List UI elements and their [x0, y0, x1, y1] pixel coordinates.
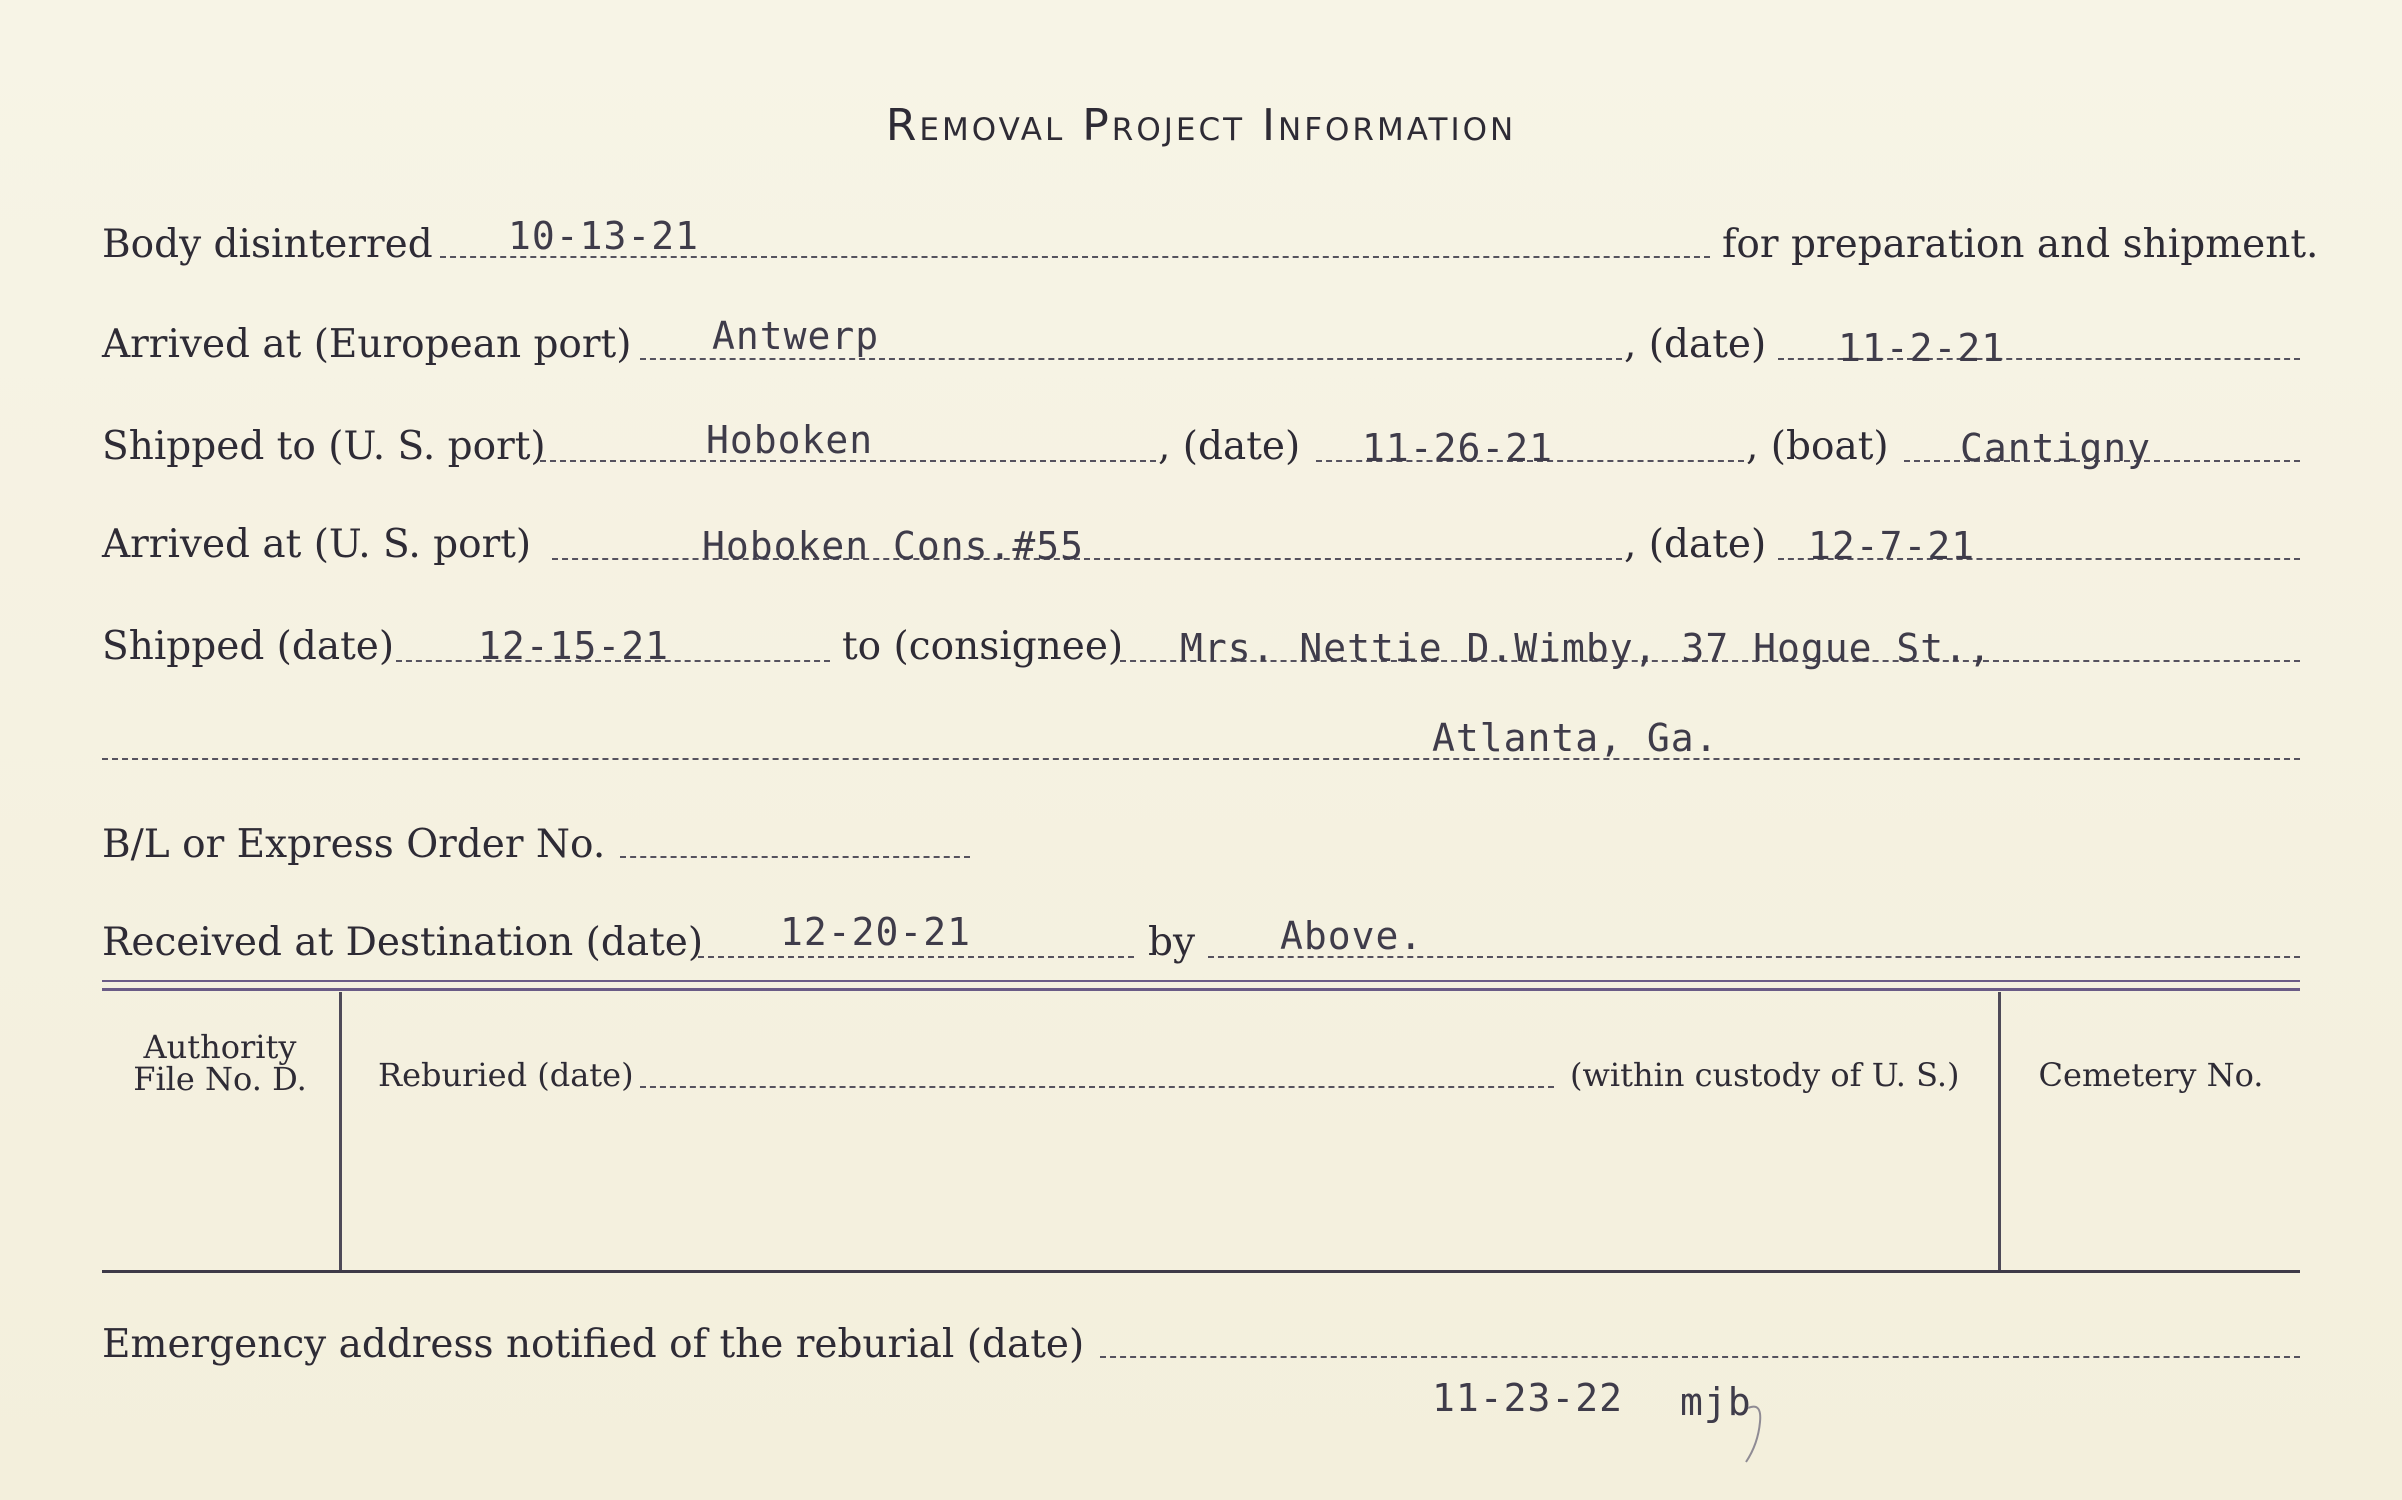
bl-label: B/L or Express Order No. — [102, 822, 606, 867]
shipped-us-date-label: , (date) — [1158, 424, 1301, 469]
received-date-line — [698, 956, 1134, 958]
authority-label-1: Authority — [143, 1028, 297, 1066]
shipped-us-boat: Cantigny — [1960, 426, 2152, 470]
bl-line — [620, 856, 970, 858]
consignee-line1: Mrs. Nettie D.Wimby, 37 Hogue St., — [1180, 626, 1992, 670]
emergency-label: Emergency address notified of the reburial (date) — [102, 1322, 1085, 1367]
emergency-line — [1100, 1356, 2300, 1358]
arrived-us-date: 12-7-21 — [1808, 524, 1976, 568]
card-title: Removal Project Information — [885, 100, 1517, 151]
authority-label-2: File No. D. — [133, 1060, 307, 1098]
shipped-us-boat-label: , (boat) — [1746, 424, 1889, 469]
body-disinterred-value: 10-13-21 — [508, 214, 700, 258]
received-date: 12-20-21 — [780, 910, 972, 954]
body-disinterred-label: Body disinterred — [102, 222, 433, 267]
table-top-rule-double — [102, 988, 2300, 991]
table-divider-right — [1998, 992, 2001, 1270]
consignee-line2: Atlanta, Ga. — [1432, 716, 1719, 760]
consignee-continuation-line — [102, 758, 2300, 760]
reburied-line — [640, 1086, 1554, 1088]
arrived-european-port-line — [640, 358, 1622, 360]
arrived-european-date-label: , (date) — [1624, 322, 1767, 367]
reburied-label: Reburied (date) — [378, 1056, 634, 1094]
table-bottom-rule — [102, 1270, 2300, 1273]
table-divider-left — [339, 992, 342, 1270]
table-top-rule — [102, 980, 2300, 982]
emergency-date: 11-23-22 — [1432, 1376, 1624, 1420]
arrived-us-port: Hoboken Cons.#55 — [702, 524, 1085, 568]
custody-label: (within custody of U. S.) — [1570, 1056, 1960, 1094]
shipped-date-label: Shipped (date) — [102, 624, 395, 669]
emergency-initials: mjb — [1680, 1380, 1752, 1424]
consignee-label: to (consignee) — [842, 624, 1124, 669]
shipped-us-port: Hoboken — [706, 418, 874, 462]
arrived-us-date-label: , (date) — [1624, 522, 1767, 567]
shipped-us-date: 11-26-21 — [1362, 426, 1554, 470]
shipped-us-label: Shipped to (U. S. port) — [102, 424, 546, 469]
received-by-label: by — [1148, 920, 1195, 965]
arrived-us-label: Arrived at (U. S. port) — [102, 522, 532, 567]
pencil-mark-icon — [1740, 1400, 1780, 1470]
arrived-european-port: Antwerp — [712, 314, 880, 358]
cemetery-label: Cemetery No. — [2038, 1056, 2264, 1094]
shipped-date-value: 12-15-21 — [478, 624, 670, 668]
arrived-european-label: Arrived at (European port) — [102, 322, 632, 367]
arrived-european-date: 11-2-21 — [1838, 326, 2006, 370]
received-by-value: Above. — [1280, 914, 1424, 958]
body-disinterred-suffix: for preparation and shipment. — [1722, 222, 2319, 267]
received-label: Received at Destination (date) — [102, 920, 704, 965]
